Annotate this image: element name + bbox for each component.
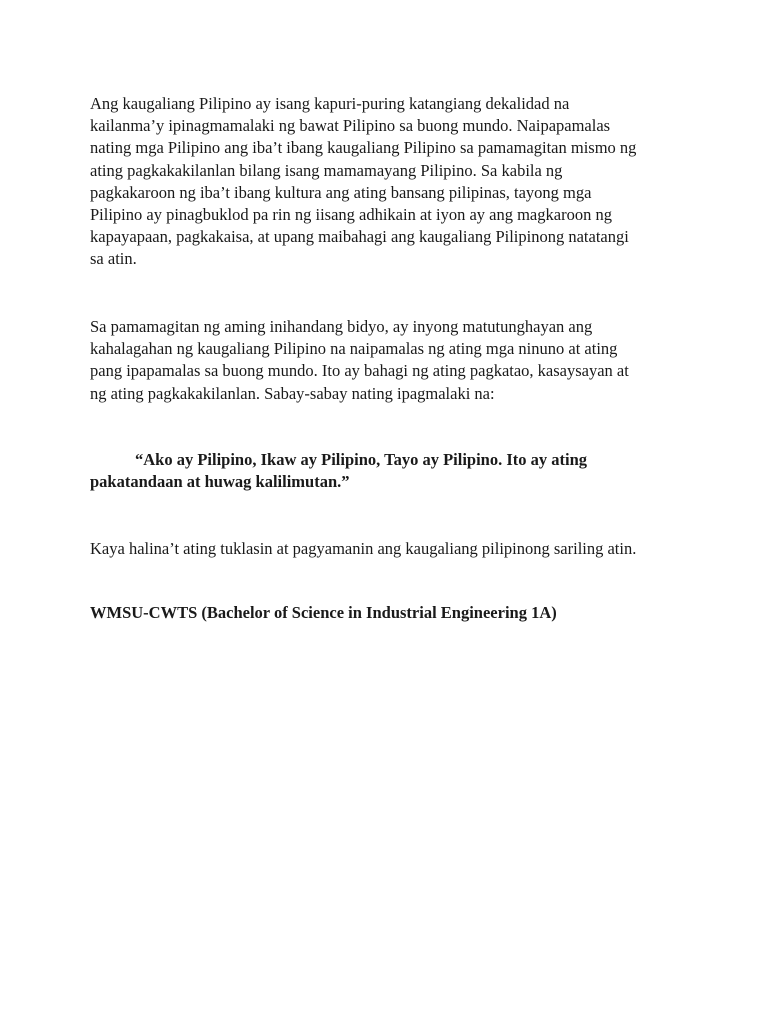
text-line: Sa pamamagitan ng aming inihandang bidyo, ay inyong matutunghayan ang <box>90 317 593 336</box>
text-line: Ang kaugaliang Pilipino ay isang kapuri-puring katangiang dekalidad na <box>90 94 570 113</box>
text-line: ating pagkakakilanlan bilang isang mamamayang Pilipino. Sa kabila ng <box>90 160 563 180</box>
paragraph-video <box>90 316 690 405</box>
credit-line: WMSU-CWTS (Bachelor of Science in Industrial Engineering 1A) <box>90 603 557 622</box>
text-line: kapayapaan, pagkakaisa, at upang maibahagi ang kaugaliang Pilipinong natatangi <box>90 227 629 247</box>
paragraph-closing <box>90 538 690 560</box>
quote-line: “Ako ay Pilipino, Ikaw ay Pilipino, Tayo ay Pilipino. Ito ay ating <box>135 450 588 469</box>
paragraph-intro <box>90 93 690 271</box>
text-line: nating mga Pilipino ang iba’t ibang kaugaliang Pilipino sa pamamagitan mismo ng <box>90 138 637 158</box>
text-line: ng ating pagkakakilanlan. Sabay-sabay nating ipagmalaki na: <box>90 383 495 403</box>
text-line: kailanma’y ipinagmamalaki ng bawat Pilipino sa buong mundo. Naipapamalas <box>90 116 611 136</box>
text-line: pang ipapamalas sa buong mundo. Ito ay bahagi ng ating pagkatao, kasaysayan at <box>90 361 629 381</box>
text-line: Pilipino ay pinagbuklod pa rin ng iisang adhikain at iyon ay ang magkaroon ng <box>90 205 612 225</box>
author-credit <box>90 602 690 624</box>
text-line: pagkakaroon ng iba’t ibang kultura ang ating bansang pilipinas, tayong mga <box>90 182 592 202</box>
text-line: sa atin. <box>90 249 137 269</box>
quote-block <box>90 449 690 493</box>
text-line: kahalagahan ng kaugaliang Pilipino na naipamalas ng ating mga ninuno at ating <box>90 339 618 359</box>
text-line: Kaya halina’t ating tuklasin at pagyamanin ang kaugaliang pilipinong sariling atin. <box>90 539 637 558</box>
quote-line: pakatandaan at huwag kalilimutan.” <box>90 472 350 492</box>
